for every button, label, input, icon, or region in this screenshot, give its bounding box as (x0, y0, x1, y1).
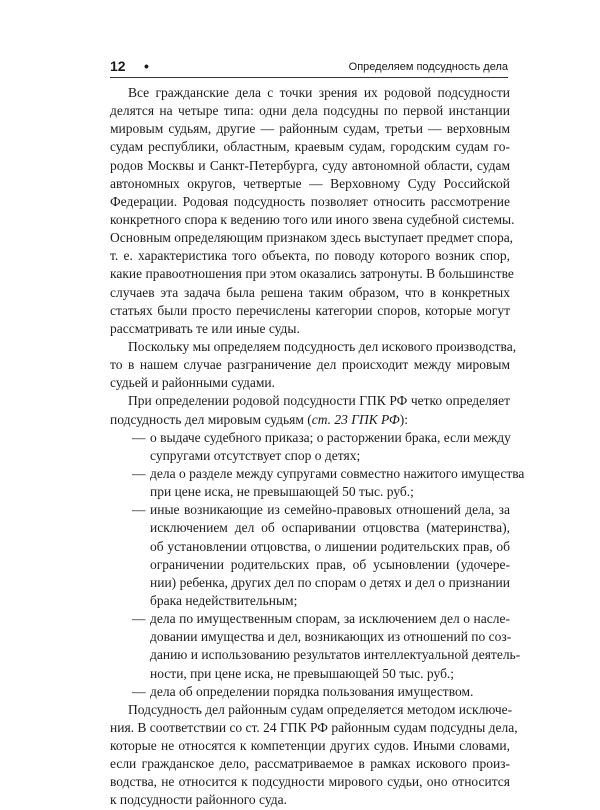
list-item-text: ности, при цене иска, не превышающей 50 тыс. руб.; (150, 665, 455, 681)
text-line: какие правоотношения при этом оказались затронуты. В большинстве (110, 266, 514, 282)
list-item-text: данию и использованию результатов интеллектуальной деятель- (150, 647, 521, 663)
list-item (110, 465, 525, 501)
text-line: то в нашем случае разграничение дел происходит между мировым (110, 357, 510, 373)
list-item-line (110, 628, 510, 646)
text-line: родов Москвы и Санкт-Петербурга, суду автономной области, судам (110, 157, 510, 173)
running-title: Определяем подсудность дела (348, 61, 508, 73)
list-item-text: иные возникающие из семейно-правовых отношений дела, за (150, 502, 510, 518)
list-item-line (110, 501, 510, 519)
list-item-line (110, 574, 510, 592)
list-item-line (110, 665, 510, 683)
list-item-text: довании имущества и дел, возникающих из отношений по соз- (150, 629, 512, 645)
text-line: к подсудности районного суда. (110, 792, 287, 808)
text-line: рассматривать те или иные суды. (110, 320, 300, 336)
body-text (110, 84, 525, 810)
list-item-line (110, 646, 521, 664)
text-line: водства, не относится к подсудности мирового судьи, оно относится (110, 774, 510, 790)
list-item-text: о выдаче судебного приказа; о расторжении брака, если между (150, 429, 511, 445)
list-dash: — (132, 465, 146, 481)
paragraph (110, 701, 518, 810)
text-line: Федерации. Родовая подсудность позволяет относить рассмотрение (110, 193, 510, 209)
list-dash: — (132, 683, 146, 699)
list-item-line (110, 465, 525, 483)
list-item-line (110, 483, 510, 501)
list-item-line (110, 592, 510, 610)
paragraph (110, 338, 517, 392)
paragraph (110, 392, 510, 428)
text-line: делятся на четыре типа: одни дела подсудны по первой инстанции (110, 103, 510, 119)
text-line: Подсудность дел районным судам определяется методом исключе- (128, 701, 513, 717)
header-bullet: • (144, 58, 149, 74)
list-item-text: брака недействительным; (150, 592, 298, 608)
text-line: которые не относятся к компетенции других судов. Иными словами, (110, 738, 510, 754)
list-item-text: об установлении отцовства, о лишении родительских прав, об (150, 538, 510, 554)
list-item-line (110, 447, 510, 465)
text-line (110, 411, 510, 429)
list-item-line (110, 556, 510, 574)
list-item-text: дела об определении порядка пользования имуществом. (150, 683, 474, 699)
text-line: т. е. характеристика того объекта, по поводу которого возник спор, (110, 248, 510, 264)
text-line: ния. В соответствии со ст. 24 ГПК РФ районным судам подсудны дела, (110, 719, 518, 735)
text-line: судам республики, областным, краевым судам, городским судам го- (110, 139, 510, 155)
text-fragment: ): (399, 411, 409, 427)
list-item (110, 501, 510, 610)
list-item-text: дела о разделе между супругами совместно нажитого имущества (150, 465, 525, 481)
list-item-text: супругами отсутствует спор о детях; (150, 447, 361, 463)
list-dash: — (132, 611, 146, 627)
list-item-text: при цене иска, не превышающей 50 тыс. руб.; (150, 484, 414, 500)
law-reference: ст. 23 ГПК РФ (311, 411, 400, 427)
list-item-line (110, 683, 510, 701)
dash-list (110, 429, 525, 701)
page-number: 12 (110, 58, 126, 74)
list-dash: — (132, 502, 146, 518)
text-line: При определении родовой подсудности ГПК РФ четко определяет (128, 393, 510, 409)
text-line: Поскольку мы определяем подсудность дел искового производства, (128, 338, 517, 354)
list-item-text: дела по имущественным спорам, за исключением дел о насле- (150, 611, 510, 627)
list-item-line (110, 538, 510, 556)
page-header (110, 58, 508, 76)
text-line: Основным определяющим признаком здесь выступает предмет спора, (110, 230, 514, 246)
text-line: статьях были просто перечислены категории споров, которые могут (110, 302, 510, 318)
list-item-text: нии) ребенка, других дел по спорам о детях и дел о признании (150, 574, 510, 590)
list-item (110, 683, 510, 701)
list-item-line (110, 610, 510, 628)
paragraph (110, 84, 515, 338)
text-line: автономных округов, четвертые — Верховному Суду Российской (110, 175, 510, 191)
list-item-line (110, 429, 510, 447)
list-dash: — (132, 429, 146, 445)
list-item (110, 429, 510, 465)
text-line: Все гражданские дела с точки зрения их родовой подсудности (128, 85, 510, 100)
list-item-line (110, 519, 510, 537)
text-fragment: подсудность дел мировым судьям ( (110, 411, 312, 427)
text-line: если гражданское дело, рассматриваемое в рамках искового произ- (110, 756, 510, 772)
list-item-text: ограничении родительских прав, об усыновлении (удочере- (150, 556, 510, 572)
text-line: мировым судьям, другие — районным судам, третьи — верховным (110, 121, 510, 137)
list-item (110, 610, 521, 683)
text-line: судьей и районными судами. (110, 375, 276, 391)
header-divider (110, 77, 508, 78)
text-line: случаев эта задача была решена таким образом, что в конкретных (110, 284, 510, 300)
text-line: конкретного спора к ведению того или иного звена судебной системы. (110, 211, 515, 227)
list-item-text: исключением дел об оспаривании отцовства (материнства), (150, 520, 510, 536)
